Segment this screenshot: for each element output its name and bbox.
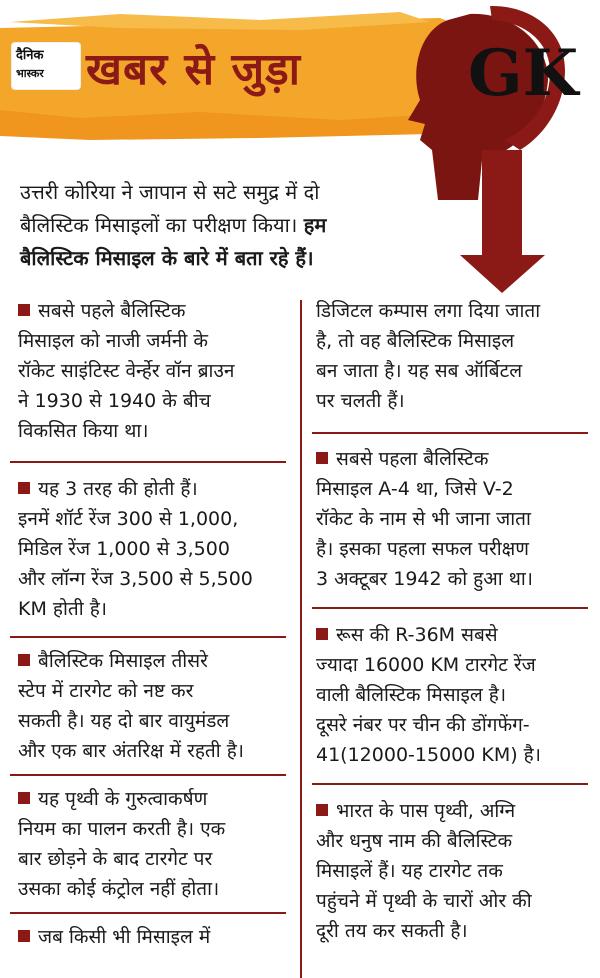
item-line: बैलिस्टिक मिसाइल तीसरे (18, 646, 244, 676)
item-line: पर चलती हैं। (316, 390, 405, 412)
item-line: यह पृथ्वी के गुरुत्वाकर्षण (18, 784, 225, 814)
intro-line-2-bold: हम (303, 213, 327, 237)
left-item-5 (18, 922, 210, 952)
item-line: इनमें शॉर्ट रेंज 300 से 1,000, (18, 508, 239, 530)
item-line: और धनुष नाम की बैलिस्टिक (316, 830, 513, 852)
divider (10, 461, 286, 463)
item-line: सबसे पहले बैलिस्टिक (18, 296, 234, 326)
header (0, 0, 600, 150)
bullet-square-icon (316, 452, 328, 464)
item-line: रॉकेट के नाम से भी जाना जाता (316, 508, 531, 530)
item-line: जब किसी भी मिसाइल में (18, 922, 210, 952)
item-line: है, तो वह बैलिस्टिक मिसाइल (316, 330, 515, 352)
item-line: मिसाइलें हैं। यह टारगेट तक (316, 860, 503, 882)
bullet-square-icon (316, 804, 328, 816)
bullet-square-icon (18, 654, 30, 666)
left-item-4 (18, 784, 225, 904)
divider (10, 774, 286, 776)
intro-line-3: बैलिस्टिक मिसाइल के बारे में बता रहे हैं। (20, 246, 314, 270)
brand-line-1: दैनिक (16, 48, 44, 63)
item-line: सकती है। यह दो बार वायुमंडल (18, 710, 230, 732)
right-item-1 (316, 296, 540, 416)
arrow-shaft (482, 150, 522, 260)
right-item-2 (316, 444, 533, 594)
gk-badge: GK (468, 36, 579, 111)
item-line: है। इसका पहला सफल परीक्षण (316, 538, 530, 560)
intro-line-2-normal: बैलिस्टिक मिसाइलों का परीक्षण किया। (20, 213, 298, 237)
divider (312, 783, 588, 785)
bullet-square-icon (316, 628, 328, 640)
intro-line-2 (20, 209, 460, 242)
column-divider (300, 300, 302, 978)
item-line: उसका कोई कंट्रोल नहीं होता। (18, 878, 220, 900)
item-line: और लॉन्ग रेंज 3,500 से 5,500 (18, 568, 253, 590)
item-line: मिसाइल को नाजी जर्मनी के (18, 330, 208, 352)
item-line: स्टेप में टारगेट को नष्ट कर (18, 680, 194, 702)
item-line: रॉकेट साइंटिस्ट वेर्न्हेर वॉन ब्राउन (18, 360, 235, 382)
item-line: और एक बार अंतरिक्ष में रहती है। (18, 740, 245, 762)
bullet-square-icon (18, 930, 30, 942)
item-line: वाली बैलिस्टिक मिसाइल है। (316, 684, 507, 706)
left-item-3 (18, 646, 244, 766)
right-item-4 (316, 796, 532, 946)
bullet-square-icon (18, 482, 30, 494)
intro-text (20, 176, 460, 275)
brand-line-2: भास्कर (16, 67, 44, 80)
item-line: यह 3 तरह की होती हैं। (18, 474, 253, 504)
item-line: दूरी तय कर सकती है। (316, 920, 468, 942)
divider (10, 912, 286, 914)
item-line: बन जाता है। यह सब ऑर्बिटल (316, 360, 523, 382)
intro-line-1: उत्तरी कोरिया ने जापान से सटे समुद्र में दो (20, 180, 320, 204)
item-line: भारत के पास पृथ्वी, अग्नि (316, 796, 532, 826)
item-line: ज्यादा 16000 KM टारगेट रेंज (316, 654, 536, 676)
item-line: विकसित किया था। (18, 420, 149, 442)
left-item-1 (18, 296, 234, 446)
brand-logo (12, 43, 80, 89)
divider (312, 607, 588, 609)
item-line: KM होती है। (18, 598, 107, 620)
bullet-square-icon (18, 304, 30, 316)
page-title: खबर से जुड़ा (86, 44, 302, 95)
bullet-square-icon (18, 792, 30, 804)
item-line: 41(12000-15000 KM) है। (316, 744, 541, 766)
item-line: सबसे पहला बैलिस्टिक (316, 444, 533, 474)
divider (10, 636, 286, 638)
divider (312, 432, 588, 434)
item-line: पहुंचने में पृथ्वी के चारों ओर की (316, 890, 532, 912)
item-line: मिडिल रेंज 1,000 से 3,500 (18, 538, 230, 560)
item-line: 3 अक्टूबर 1942 को हुआ था। (316, 568, 533, 590)
left-item-2 (18, 474, 253, 624)
arrow-head-icon (460, 255, 545, 293)
item-line: नियम का पालन करती है। एक (18, 818, 226, 840)
right-item-3 (316, 620, 541, 770)
item-line: डिजिटल कम्पास लगा दिया जाता (316, 300, 541, 322)
item-line: मिसाइल A-4 था, जिसे V-2 (316, 478, 514, 500)
item-line: बार छोड़ने के बाद टारगेट पर (18, 848, 213, 870)
item-line: ने 1930 से 1940 के बीच (18, 390, 211, 412)
item-line: दूसरे नंबर पर चीन की डोंगफेंग- (316, 714, 530, 736)
item-line: रूस की R-36M सबसे (316, 620, 541, 650)
